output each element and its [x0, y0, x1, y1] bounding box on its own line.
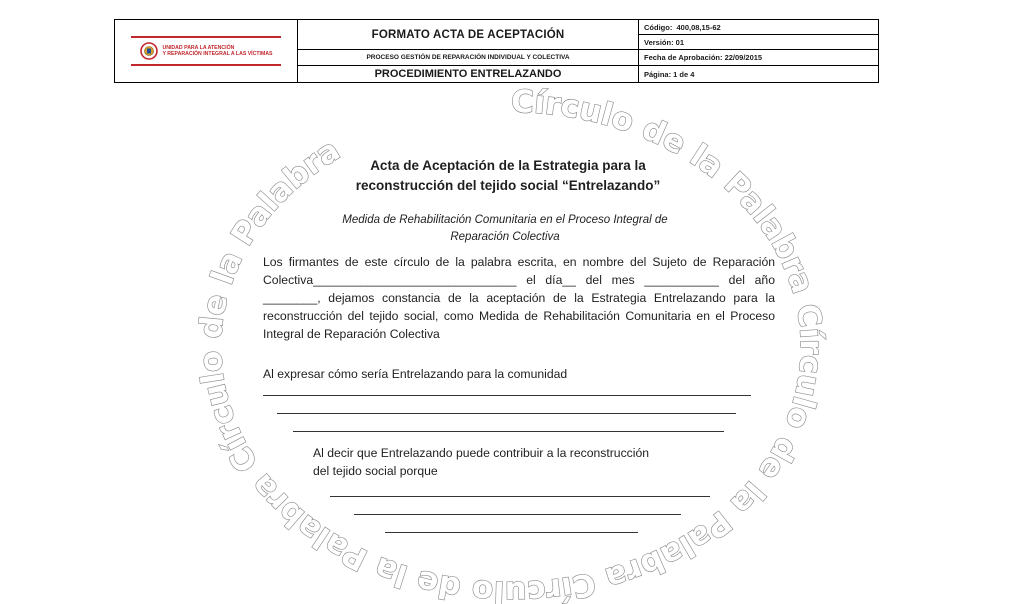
- acceptance-paragraph: Los firmantes de este círculo de la palabra escrita, en nombre del Sujeto de Reparación Colectiva______________________________ el día__ del mes ___________ del año ________, dejamos constancia de la aceptación de la Estrategia Entrelazando para la reconstrucción del tejido social, como Medida de Rehabilitación Comunitaria en el Proceso Integral de Reparación Colectiva: [263, 255, 775, 341]
- question-1: Al expresar cómo sería Entrelazando para la comunidad: [263, 367, 568, 381]
- answer-line[interactable]: [385, 532, 638, 533]
- question-2-line1: Al decir que Entrelazando puede contribuir a la reconstrucción: [313, 446, 650, 460]
- answer-line[interactable]: [263, 395, 751, 396]
- question-2-line2: del tejido social porque: [313, 464, 438, 478]
- procedure-name: PROCEDIMIENTO ENTRELAZANDO: [298, 66, 639, 82]
- logo-text: UNIDAD PARA LA ATENCIÓN Y REPARACIÓN INTEGRAL A LAS VÍCTIMAS: [162, 45, 273, 57]
- process-name: PROCESO GESTIÓN DE REPARACIÓN INDIVIDUAL Y COLECTIVA: [298, 50, 639, 66]
- answer-line[interactable]: [330, 496, 710, 497]
- question-2: [313, 444, 723, 480]
- document-subtitle: [300, 212, 710, 246]
- document-title-line1: Acta de Aceptación de la Estrategia para la: [370, 158, 646, 173]
- answer-line[interactable]: [293, 431, 724, 432]
- form-code: Código: 400,08,15-62: [639, 20, 878, 35]
- document-subtitle-line1: Medida de Rehabilitación Comunitaria en el Proceso Integral de: [342, 214, 668, 226]
- form-version: Versión: 01: [639, 35, 878, 50]
- form-title: FORMATO ACTA DE ACEPTACIÓN: [298, 20, 639, 50]
- answer-line[interactable]: [354, 514, 681, 515]
- answer-line[interactable]: [277, 413, 736, 414]
- document-title-line2: reconstrucción del tejido social “Entrelazando”: [355, 178, 661, 193]
- ring-text: Círculo de la Palabra Círculo de la Palabra Círculo de la Palabra Círculo de la Palabra: [192, 83, 829, 604]
- approval-date: Fecha de Aprobación: 22/09/2015: [639, 50, 878, 66]
- document-title: [318, 156, 698, 196]
- page-number: Página: 1 de 4: [644, 69, 695, 79]
- document-subtitle-line2: Reparación Colectiva: [450, 231, 560, 243]
